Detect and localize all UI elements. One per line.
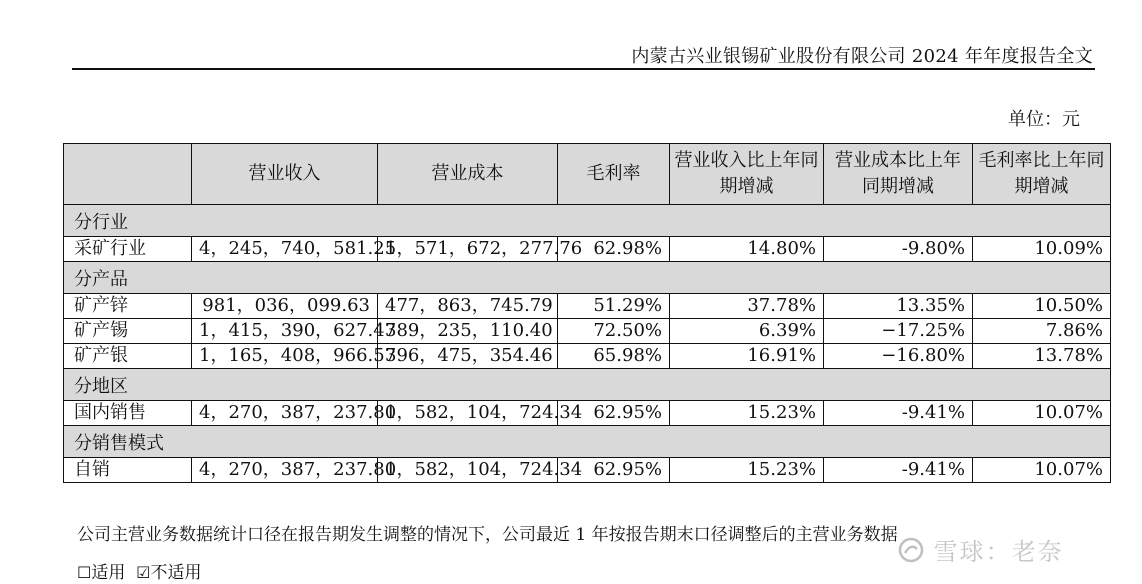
margin-change-cell: 7.86% bbox=[973, 319, 1111, 344]
adjustment-note: 公司主营业务数据统计口径在报告期发生调整的情况下，公司最近 1 年按报告期末口径调整后的主营业务数据 bbox=[77, 525, 898, 545]
cost-cell: 477，863，745.79 bbox=[378, 294, 558, 319]
header-cell: 营业收入 bbox=[192, 144, 378, 205]
section-row bbox=[64, 426, 1111, 458]
applicability-options bbox=[77, 558, 202, 583]
checked-box-icon[interactable]: ☑ bbox=[136, 563, 151, 582]
cost-change-cell: −17.25% bbox=[824, 319, 973, 344]
cost-change-cell: -9.41% bbox=[824, 458, 973, 483]
margin-cell: 62.95% bbox=[558, 401, 670, 426]
margin-cell: 51.29% bbox=[558, 294, 670, 319]
snowball-logo-icon bbox=[898, 537, 924, 569]
cost-cell: 1，582，104，724.34 bbox=[378, 401, 558, 426]
section-row bbox=[64, 205, 1111, 237]
revenue-change-cell: 16.91% bbox=[670, 344, 824, 369]
row-label: 矿产银 bbox=[64, 344, 192, 369]
applicable-label: 适用 bbox=[91, 563, 126, 583]
revenue-change-cell: 37.78% bbox=[670, 294, 824, 319]
header-cell: 毛利率 bbox=[558, 144, 670, 205]
cost-change-cell: -9.41% bbox=[824, 401, 973, 426]
header-cell bbox=[64, 144, 192, 205]
section-title: 分行业 bbox=[64, 205, 1111, 237]
section-title: 分地区 bbox=[64, 369, 1111, 401]
table-row bbox=[64, 294, 1111, 319]
row-label: 国内销售 bbox=[64, 401, 192, 426]
table-header-row bbox=[64, 144, 1111, 205]
margin-change-cell: 10.09% bbox=[973, 237, 1111, 262]
table-row bbox=[64, 344, 1111, 369]
revenue-change-cell: 15.23% bbox=[670, 401, 824, 426]
table-row bbox=[64, 237, 1111, 262]
table-row bbox=[64, 401, 1111, 426]
main-business-table bbox=[63, 143, 1111, 483]
margin-change-cell: 10.07% bbox=[973, 458, 1111, 483]
revenue-change-cell: 15.23% bbox=[670, 458, 824, 483]
cost-change-cell: -9.80% bbox=[824, 237, 973, 262]
header-cell: 营业成本比上年同期增减 bbox=[824, 144, 973, 205]
row-label: 采矿行业 bbox=[64, 237, 192, 262]
margin-change-cell: 10.07% bbox=[973, 401, 1111, 426]
section-title: 分产品 bbox=[64, 262, 1111, 294]
table-row bbox=[64, 319, 1111, 344]
section-row bbox=[64, 262, 1111, 294]
revenue-change-cell: 6.39% bbox=[670, 319, 824, 344]
header-cell: 营业成本 bbox=[378, 144, 558, 205]
revenue-cell: 4，270，387，237.80 bbox=[192, 458, 378, 483]
revenue-cell: 4，270，387，237.80 bbox=[192, 401, 378, 426]
header-cell: 毛利率比上年同期增减 bbox=[973, 144, 1111, 205]
margin-change-cell: 13.78% bbox=[973, 344, 1111, 369]
cost-cell: 389，235，110.40 bbox=[378, 319, 558, 344]
cost-change-cell: −16.80% bbox=[824, 344, 973, 369]
watermark-text: 雪球：老奈 bbox=[933, 538, 1064, 566]
margin-cell: 72.50% bbox=[558, 319, 670, 344]
unit-label: 单位：元 bbox=[1008, 109, 1080, 130]
section-title: 分销售模式 bbox=[64, 426, 1111, 458]
revenue-change-cell: 14.80% bbox=[670, 237, 824, 262]
cost-cell: 396，475，354.46 bbox=[378, 344, 558, 369]
margin-cell: 62.98% bbox=[558, 237, 670, 262]
revenue-cell: 1，165，408，966.57 bbox=[192, 344, 378, 369]
cost-change-cell: 13.35% bbox=[824, 294, 973, 319]
revenue-cell: 4，245，740，581.25 bbox=[192, 237, 378, 262]
row-label: 矿产锌 bbox=[64, 294, 192, 319]
section-row bbox=[64, 369, 1111, 401]
watermark bbox=[898, 532, 1064, 569]
report-title: 内蒙古兴业银锡矿业股份有限公司 2024 年年度报告全文 bbox=[631, 46, 1093, 67]
margin-change-cell: 10.50% bbox=[973, 294, 1111, 319]
margin-cell: 65.98% bbox=[558, 344, 670, 369]
cost-cell: 1，582，104，724.34 bbox=[378, 458, 558, 483]
margin-cell: 62.95% bbox=[558, 458, 670, 483]
table-row bbox=[64, 458, 1111, 483]
unchecked-box-icon[interactable]: ☐ bbox=[77, 563, 92, 582]
not-applicable-label: 不适用 bbox=[150, 563, 202, 583]
page-header bbox=[72, 40, 1095, 70]
row-label: 自销 bbox=[64, 458, 192, 483]
row-label: 矿产锡 bbox=[64, 319, 192, 344]
revenue-cell: 1，415，390，627.47 bbox=[192, 319, 378, 344]
header-cell: 营业收入比上年同期增减 bbox=[670, 144, 824, 205]
cost-cell: 1，571，672，277.76 bbox=[378, 237, 558, 262]
revenue-cell: 981，036，099.63 bbox=[192, 294, 378, 319]
